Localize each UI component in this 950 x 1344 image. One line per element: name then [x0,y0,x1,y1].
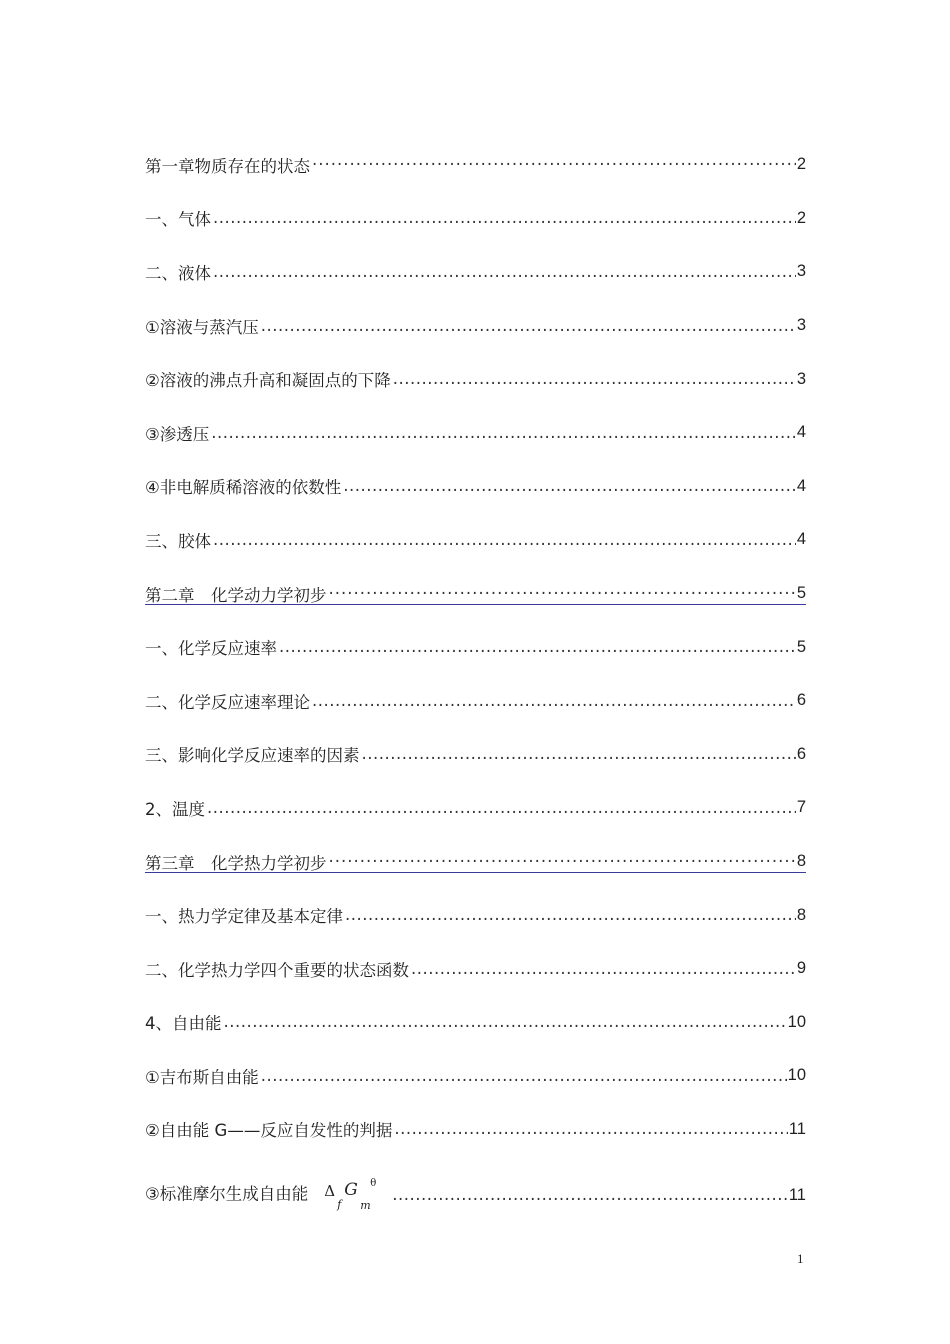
toc-entry-page: 11 [788,1185,806,1204]
toc-entry[interactable] [145,406,806,460]
toc-entry[interactable] [145,352,806,406]
toc-entry[interactable] [145,513,806,567]
formula-delta: Δ [324,1182,336,1201]
toc-entry-page: 3 [796,316,806,335]
toc-entry-title: 第三章 化学热力学初步 [145,853,327,873]
toc-entry-title: ④非电解质稀溶液的依数性 [145,478,342,498]
toc-entry-title: 第一章物质存在的状态 [145,156,310,176]
table-of-contents [145,138,806,1234]
toc-leader [393,369,796,389]
gibbs-formula [320,1178,390,1213]
toc-entry[interactable] [145,674,806,728]
toc-entry-page: 10 [787,1012,806,1031]
toc-entry[interactable] [145,245,806,299]
toc-entry-page: 6 [796,744,806,763]
toc-leader [411,959,796,979]
toc-entry-title: 一、气体 [145,210,211,230]
toc-entry[interactable] [145,1049,806,1103]
formula-symbol: G [344,1180,358,1201]
toc-entry[interactable] [145,299,806,353]
toc-entry[interactable] [145,1103,806,1157]
toc-leader [279,637,796,657]
toc-entry[interactable] [145,996,806,1050]
toc-entry-title: 二、化学热力学四个重要的状态函数 [145,960,409,980]
toc-leader [329,852,796,872]
toc-entry-chapter-3[interactable] [145,835,806,889]
toc-entry-title: 二、液体 [145,263,211,283]
toc-entry-title: 三、影响化学反应速率的因素 [145,746,360,766]
toc-leader [261,316,796,336]
toc-entry-title: 一、化学反应速率 [145,639,277,659]
toc-entry-page: 6 [796,691,806,710]
toc-leader [224,1012,787,1032]
toc-leader [213,208,796,228]
toc-leader [312,691,796,711]
toc-leader [329,584,796,604]
toc-leader [207,798,796,818]
toc-entry-title: 第二章 化学动力学初步 [145,585,327,605]
toc-leader [211,423,796,443]
toc-entry-page: 5 [796,584,806,603]
toc-entry-title: ②自由能 G——反应自发性的判据 [145,1121,393,1141]
toc-entry-page: 4 [796,476,806,495]
formula-superscript: θ [370,1178,377,1190]
toc-leader [362,744,796,764]
toc-entry-title: ①溶液与蒸汽压 [145,317,259,337]
toc-entry[interactable] [145,888,806,942]
toc-entry-title [145,1178,392,1213]
toc-entry-page: 8 [796,905,806,924]
toc-leader [261,1066,787,1086]
formula-subscript-m: m [360,1199,371,1213]
toc-entry-title: ①吉布斯自由能 [145,1067,259,1087]
toc-entry-page: 4 [796,530,806,549]
toc-entry-title: 三、胶体 [145,531,211,551]
toc-leader [394,1119,788,1139]
toc-leader [343,476,796,496]
toc-entry-page: 8 [796,852,806,871]
toc-entry-title-text: ③标准摩尔生成自由能 [145,1184,309,1204]
toc-entry-chapter-1[interactable] [145,138,806,192]
toc-entry-page: 11 [788,1119,806,1138]
toc-entry[interactable] [145,728,806,782]
toc-entry-chapter-2[interactable] [145,567,806,621]
toc-leader [213,262,796,282]
formula-subscript-f: f [337,1198,342,1212]
page-number: 1 [797,1251,804,1266]
toc-entry[interactable] [145,460,806,514]
toc-entry-page: 4 [796,423,806,442]
toc-entry-page: 3 [796,262,806,281]
toc-entry-page: 9 [796,959,806,978]
toc-entry-title: 4、自由能 [145,1014,222,1034]
toc-entry-page: 3 [796,369,806,388]
toc-entry-page: 10 [787,1066,806,1085]
toc-entry-title: ③渗透压 [145,424,210,444]
toc-entry-page: 7 [796,798,806,817]
toc-entry[interactable] [145,942,806,996]
toc-entry-title: 2、温度 [145,799,205,819]
toc-entry-title: ②溶液的沸点升高和凝固点的下降 [145,371,391,391]
toc-entry-page: 2 [796,208,806,227]
toc-entry-title: 一、热力学定律及基本定律 [145,907,343,927]
toc-entry-page: 2 [796,155,806,174]
toc-entry-title: 二、化学反应速率理论 [145,692,310,712]
toc-entry-formula[interactable] [145,1156,806,1234]
toc-leader [392,1185,788,1205]
toc-leader [213,530,796,550]
toc-leader [345,905,796,925]
toc-leader [312,155,796,175]
toc-entry[interactable] [145,192,806,246]
toc-entry[interactable] [145,781,806,835]
toc-entry-page: 5 [796,637,806,656]
toc-entry[interactable] [145,620,806,674]
